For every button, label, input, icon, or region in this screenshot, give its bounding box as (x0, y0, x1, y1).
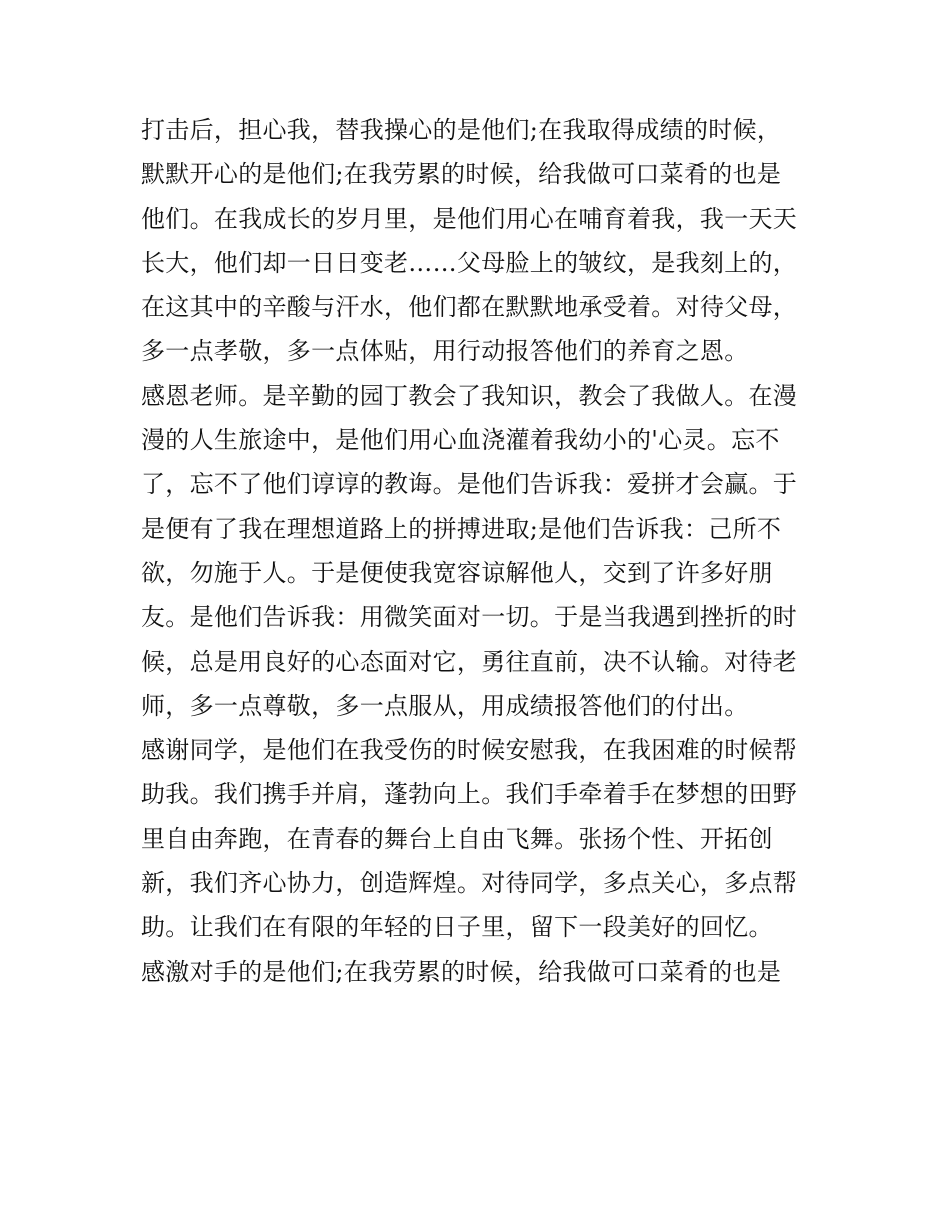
text-line: 感恩老师。是辛勤的园丁教会了我知识，教会了我做人。在漫 (141, 381, 798, 410)
text-line: 漫的人生旅途中，是他们用心血浇灌着我幼小的'心灵。忘不 (141, 426, 780, 455)
document-body (141, 108, 821, 994)
text-line: 打击后，担心我，替我操心的是他们;在我取得成绩的时候， (141, 116, 782, 144)
text-line: 是便有了我在理想道路上的拼搏进取;是他们告诉我：己所不 (141, 514, 782, 543)
text-line: 感谢同学，是他们在我受伤的时候安慰我，在我困难的时候帮 (141, 736, 798, 765)
text-line: 他们。在我成长的岁月里，是他们用心在哺育着我，我一天天 (141, 204, 798, 233)
text-line: 师，多一点尊敬，多一点服从，用成绩报答他们的付出。 (141, 691, 749, 720)
text-line: 感激对手的是他们;在我劳累的时候，给我做可口菜肴的也是 (141, 957, 782, 986)
text-line: 助。让我们在有限的年轻的日子里，留下一段美好的回忆。 (141, 913, 773, 942)
text-line: 助我。我们携手并肩，蓬勃向上。我们手牵着手在梦想的田野 (141, 780, 798, 809)
text-line: 长大，他们却一日日变老……父母脸上的皱纹，是我刻上的， (141, 248, 798, 277)
text-line: 在这其中的辛酸与汗水，他们都在默默地承受着。对待父母， (141, 293, 798, 322)
text-line: 默默开心的是他们;在我劳累的时候，给我做可口菜肴的也是 (141, 160, 782, 189)
text-line: 欲，勿施于人。于是便使我宽容谅解他人，交到了许多好朋 (141, 558, 773, 587)
text-line: 新，我们齐心协力，创造辉煌。对待同学，多点关心，多点帮 (141, 869, 798, 898)
text-line: 里自由奔跑，在青春的舞台上自由飞舞。张扬个性、开拓创 (141, 824, 773, 853)
text-line: 多一点孝敬，多一点体贴，用行动报答他们的养育之恩。 (141, 337, 749, 366)
text-line: 友。是他们告诉我：用微笑面对一切。于是当我遇到挫折的时 (141, 603, 798, 632)
text-line: 候，总是用良好的心态面对它，勇往直前，决不认输。对待老 (141, 647, 798, 676)
text-line: 了，忘不了他们谆谆的教诲。是他们告诉我：爱拼才会赢。于 (141, 470, 798, 499)
